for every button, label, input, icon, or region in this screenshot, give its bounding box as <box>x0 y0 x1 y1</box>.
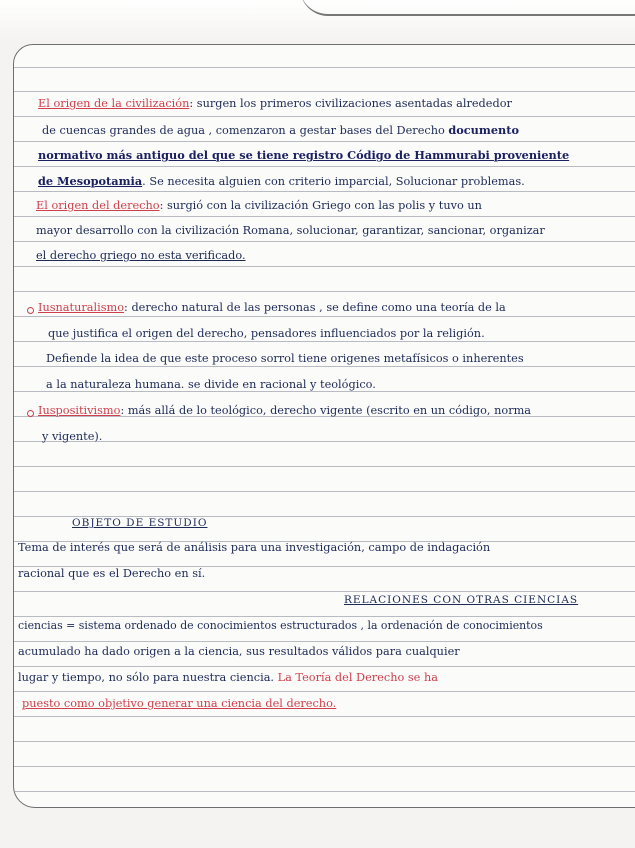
ruled-line <box>14 67 635 68</box>
text-segment: que justifica el origen del derecho, pensadores influenciados por la religión. <box>48 327 485 340</box>
ruled-line <box>14 641 635 642</box>
ruled-line <box>14 766 635 767</box>
text-segment: mayor desarrollo con la civilización Romana, solucionar, garantizar, sancionar, organizar <box>36 224 545 237</box>
text-segment: : más allá de lo teológico, derecho vigente (escrito en un código, norma <box>120 404 532 417</box>
text-segment: puesto como objetivo generar una ciencia del derecho. <box>22 697 337 710</box>
ruled-line <box>14 616 635 617</box>
ruled-line <box>14 691 635 692</box>
text-line <box>18 671 438 685</box>
ruled-line <box>14 741 635 742</box>
text-segment: : surgen los primeros civilizaciones asentadas alrededor <box>189 97 512 110</box>
text-segment: de Mesopotamia <box>38 174 143 188</box>
text-segment: RELACIONES CON OTRAS CIENCIAS <box>344 594 579 606</box>
text-segment: racional que es el Derecho en sí. <box>18 567 206 580</box>
text-line <box>36 224 545 238</box>
text-segment: Tema de interés que será de análisis para una investigación, campo de indagación <box>18 541 491 554</box>
text-line <box>42 430 102 444</box>
text-line <box>46 378 376 392</box>
text-line <box>38 301 506 315</box>
bullet-icon <box>27 410 34 417</box>
text-line <box>18 619 543 633</box>
text-segment: El origen de la civilización <box>38 97 190 110</box>
text-segment: acumulado ha dado origen a la ciencia, sus resultados válidos para cualquier <box>18 645 460 658</box>
text-segment: La Teoría del Derecho se ha <box>277 671 438 684</box>
text-line <box>18 541 490 555</box>
ruled-line <box>14 141 635 142</box>
text-line <box>38 174 525 189</box>
page-curl <box>300 0 635 16</box>
ruled-line <box>14 241 635 242</box>
text-line <box>38 148 569 163</box>
ruled-line <box>14 91 635 92</box>
text-segment: documento <box>448 123 520 137</box>
text-line <box>42 123 519 138</box>
ruled-line <box>14 716 635 717</box>
ruled-line <box>14 466 635 467</box>
text-line <box>36 199 482 213</box>
text-segment: ciencias = sistema ordenado de conocimientos estructurados , la ordenación de conocimientos <box>18 619 543 632</box>
text-line <box>48 327 485 341</box>
ruled-line <box>14 316 635 317</box>
ruled-line <box>14 341 635 342</box>
text-segment: . Se necesita alguien con criterio imparcial, Solucionar problemas. <box>142 175 525 188</box>
text-line <box>36 249 246 263</box>
text-segment: : derecho natural de las personas , se define como una teoría de la <box>124 301 506 314</box>
text-segment: normativo más antiguo del que se tiene registro Código de Hammurabi proveniente <box>38 148 570 162</box>
text-segment: lugar y tiempo, no sólo para nuestra ciencia. <box>18 671 278 684</box>
text-segment: El origen del derecho <box>36 199 160 212</box>
text-segment: OBJETO DE ESTUDIO <box>72 517 208 529</box>
text-line <box>38 97 512 111</box>
section-heading-objeto <box>72 516 207 530</box>
ruled-line <box>14 591 635 592</box>
text-segment: y vigente). <box>42 430 103 443</box>
ruled-line <box>14 666 635 667</box>
text-segment: el derecho griego no esta verificado. <box>36 249 246 262</box>
text-line <box>18 567 205 581</box>
bullet-icon <box>27 307 34 314</box>
ruled-line <box>14 491 635 492</box>
text-line <box>46 352 524 366</box>
text-segment: Iusnaturalismo <box>38 301 125 314</box>
ruled-line <box>14 366 635 367</box>
ruled-line <box>14 266 635 267</box>
ruled-line <box>14 791 635 792</box>
ruled-line <box>14 291 635 292</box>
text-segment: Iuspositivismo <box>38 404 121 417</box>
ruled-line <box>14 116 635 117</box>
ruled-line <box>14 166 635 167</box>
text-line <box>22 697 336 711</box>
text-segment: de cuencas grandes de agua , comenzaron a gestar bases del Derecho <box>42 124 449 137</box>
text-segment: : surgió con la civilización Griego con las polis y tuvo un <box>159 199 482 212</box>
section-heading-relaciones <box>344 593 578 607</box>
text-line <box>18 645 460 659</box>
ruled-line <box>14 191 635 192</box>
ruled-line <box>14 216 635 217</box>
text-segment: Defiende la idea de que este proceso sorrol tiene origenes metafísicos o inherentes <box>46 352 524 365</box>
ruled-line <box>14 441 635 442</box>
text-segment: a la naturaleza humana. se divide en racional y teológico. <box>46 378 376 391</box>
text-line <box>38 404 531 418</box>
